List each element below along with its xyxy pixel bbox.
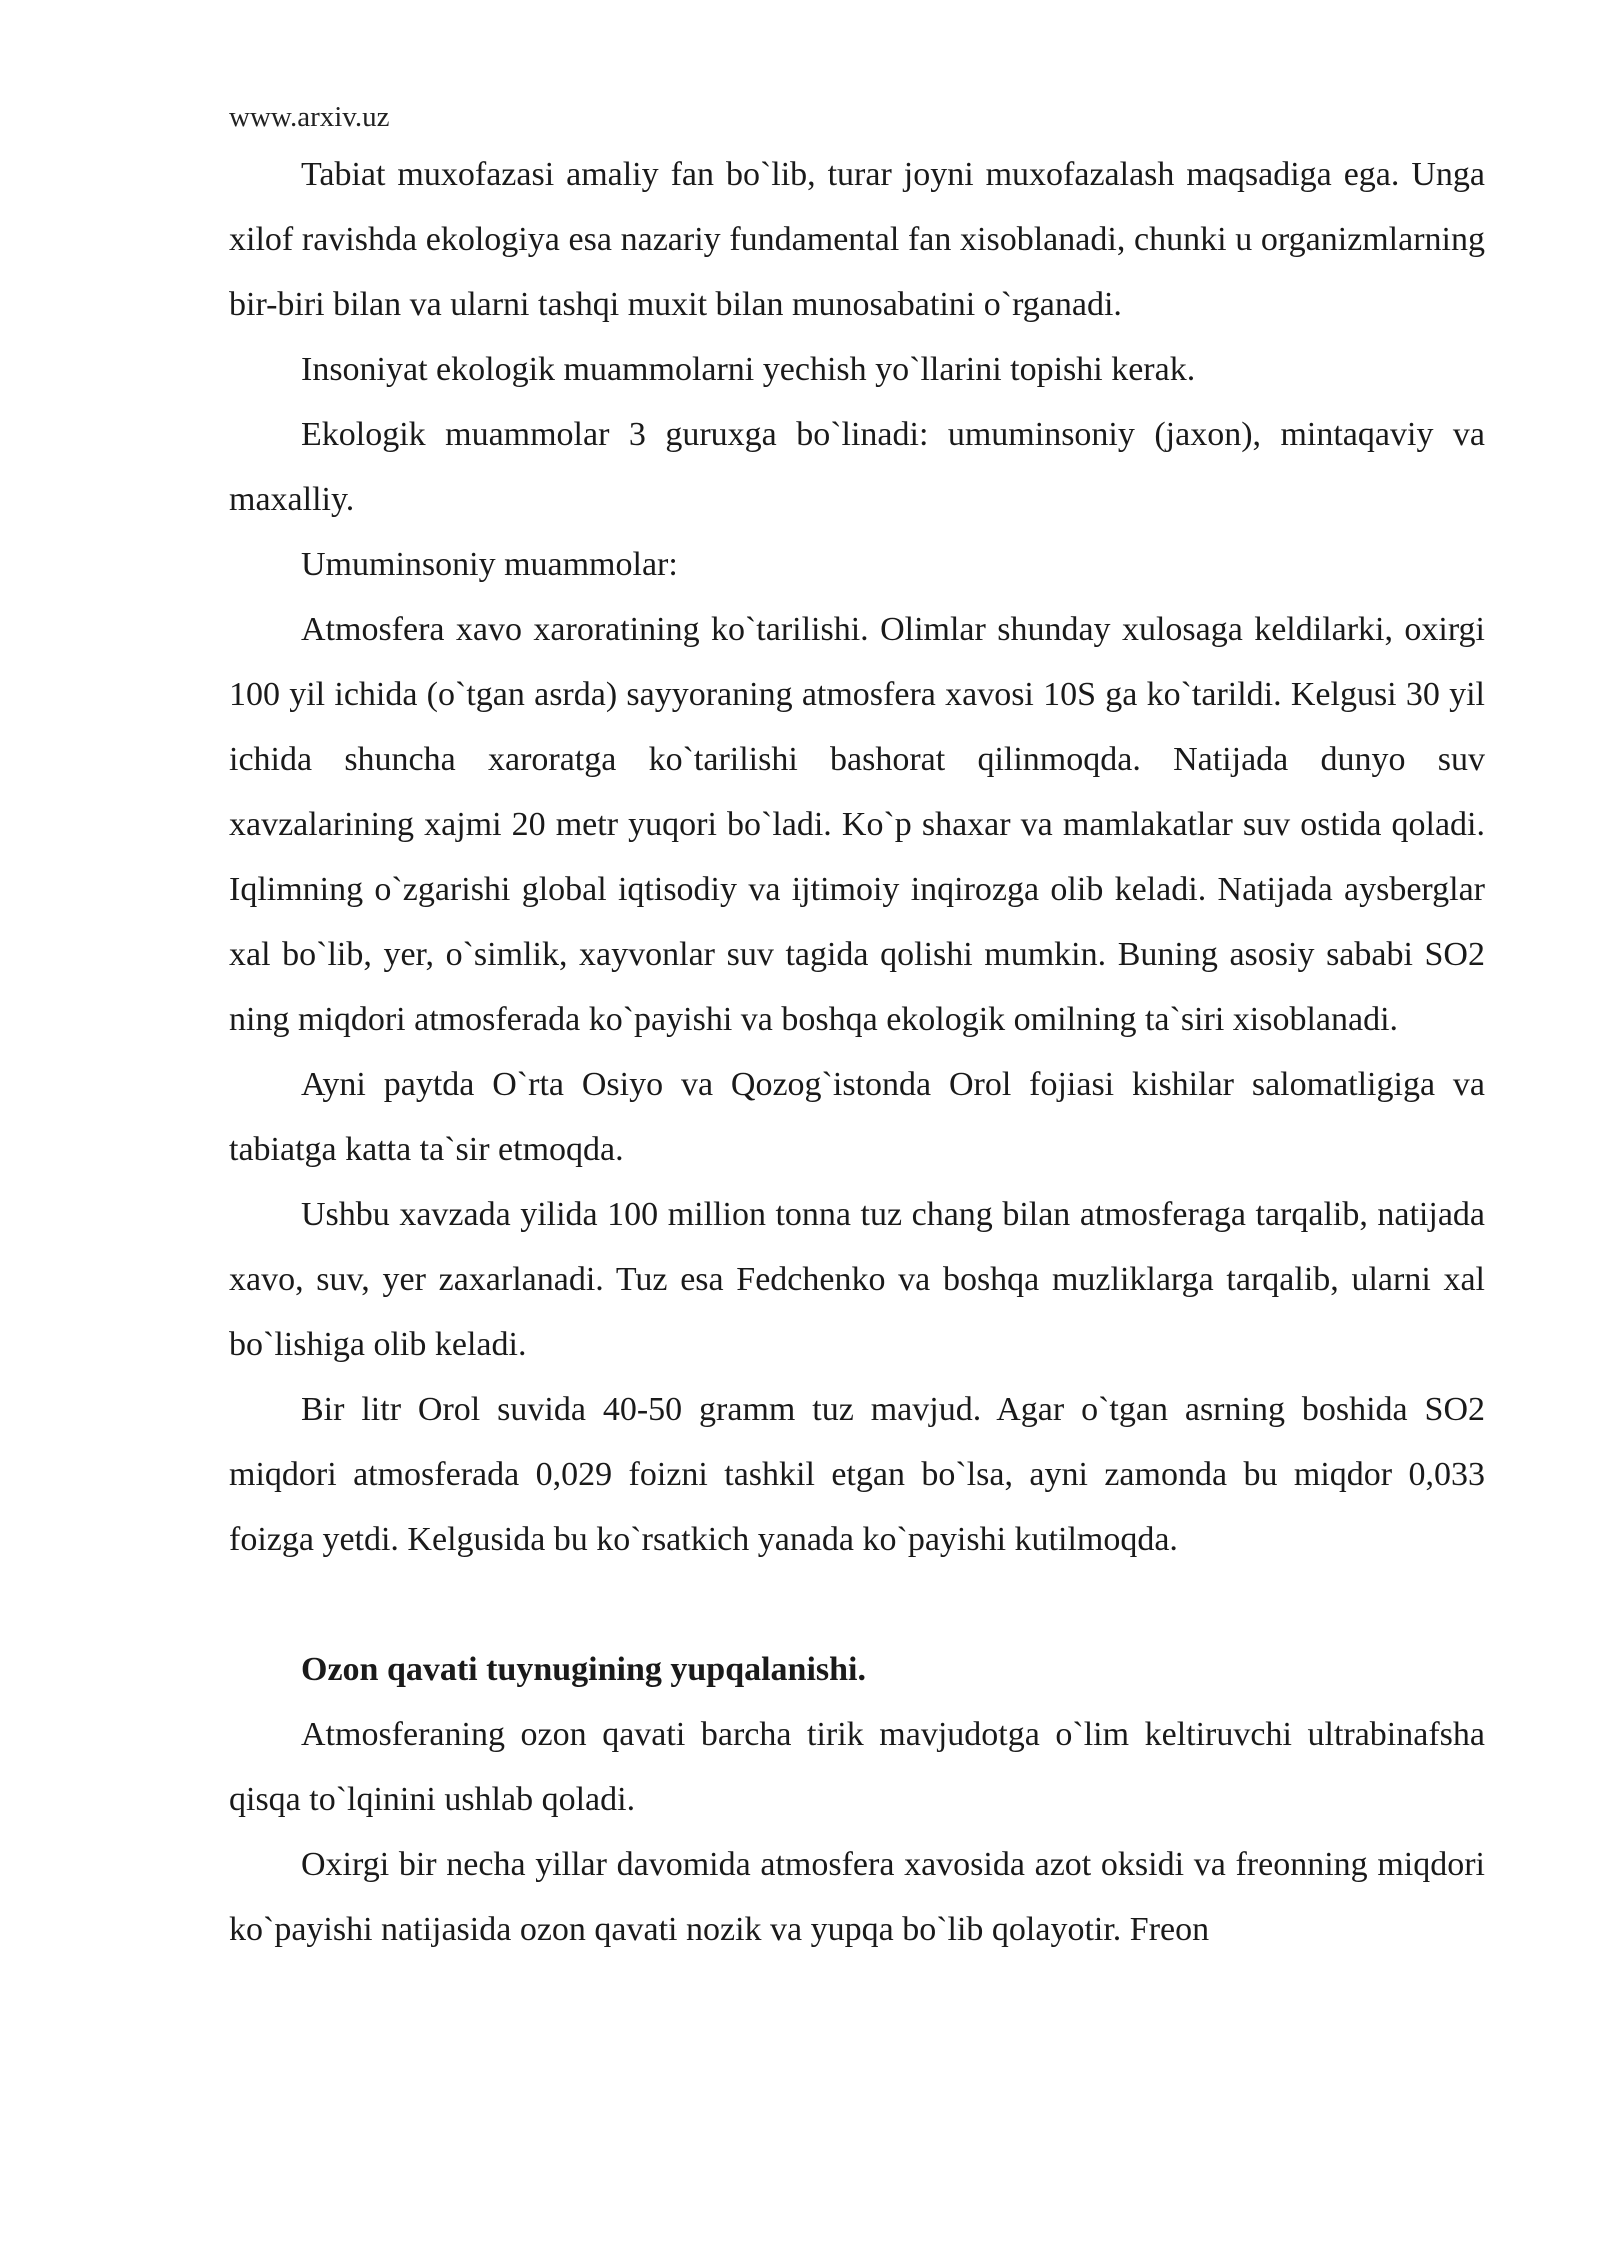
paragraph-insoniyat: Insoniyat ekologik muammolarni yechish yo`llarini topishi kerak. xyxy=(301,351,1196,388)
paragraph-ozon-qavati: Atmosferaning ozon qavati barcha tirik mavjudotga o`lim keltiruvchi ultrabinafsha qisqa to`lqinini ushlab qoladi. xyxy=(229,1716,1485,1818)
paragraph-ekologik-muammolar: Ekologik muammolar 3 guruxga bo`linadi: umuminsoniy (jaxon), mintaqaviy va maxalliy. xyxy=(229,416,1485,518)
paragraph-orol-suvi: Bir litr Orol suvida 40-50 gramm tuz mavjud. Agar o`tgan asrning boshida SO2 miqdori atmosferada 0,029 foizni tashkil etgan bo`lsa, ayni zamonda bu miqdor 0,033 foizga yetdi. Kelgusida bu ko`rsatkich yanada ko`payishi kutilmoqda. xyxy=(229,1391,1485,1558)
paragraph-azot-freon: Oxirgi bir necha yillar davomida atmosfera xavosida azot oksidi va freonning miqdori ko`payishi natijasida ozon qavati nozik va yupqa bo`lib qolayotir. Freon xyxy=(229,1846,1485,1948)
paragraph-orol-fojiasi: Ayni paytda O`rta Osiyo va Qozog`istonda Orol fojiasi kishilar salomatligiga va tabiatga katta ta`sir etmoqda. xyxy=(229,1066,1485,1168)
paragraph-tabiat-muxofazasi: Tabiat muxofazasi amaliy fan bo`lib, turar joyni muxofazalash maqsadiga ega. Unga xilof ravishda ekologiya esa nazariy fundamental fan xisoblanadi, chunki u organizmlarning bir-biri bilan va ularni tashqi muxit bilan munosabatini o`rganadi. xyxy=(229,156,1485,323)
paragraph-atmosfera-xarorati: Atmosfera xavo xaroratining ko`tarilishi. Olimlar shunday xulosaga keldilarki, oxirgi 100 yil ichida (o`tgan asrda) sayyoraning atmosfera xavosi 10S ga ko`tarildi. Kelgusi 30 yil ichida shuncha xaroratga ko`tarilishi bashorat qilinmoqda. Natijada dunyo suv xavzalarining xajmi 20 metr yuqori bo`ladi. Ko`p shaxar va mamlakatlar suv ostida qoladi. Iqlimning o`zgarishi global iqtisodiy va ijtimoiy inqirozga olib keladi. Natijada aysberglar xal bo`lib, yer, o`simlik, xayvonlar suv tagida qolishi mumkin. Buning asosiy sababi SO2 ning miqdori atmosferada ko`payishi va boshqa ekologik omilning ta`siri xisoblanadi. xyxy=(229,611,1485,1038)
document-body xyxy=(229,142,1485,1962)
site-url-header: www.arxiv.uz xyxy=(229,101,390,133)
section-heading-ozon-qavati: Ozon qavati tuynugining yupqalanishi. xyxy=(301,1651,867,1688)
paragraph-tuz-chang: Ushbu xavzada yilida 100 million tonna tuz chang bilan atmosferaga tarqalib, natijada xavo, suv, yer zaxarlanadi. Tuz esa Fedchenko va boshqa muzliklarga tarqalib, ularni xal bo`lishiga olib keladi. xyxy=(229,1196,1485,1363)
paragraph-umuminsoniy-muammolar: Umuminsoniy muammolar: xyxy=(301,546,678,583)
